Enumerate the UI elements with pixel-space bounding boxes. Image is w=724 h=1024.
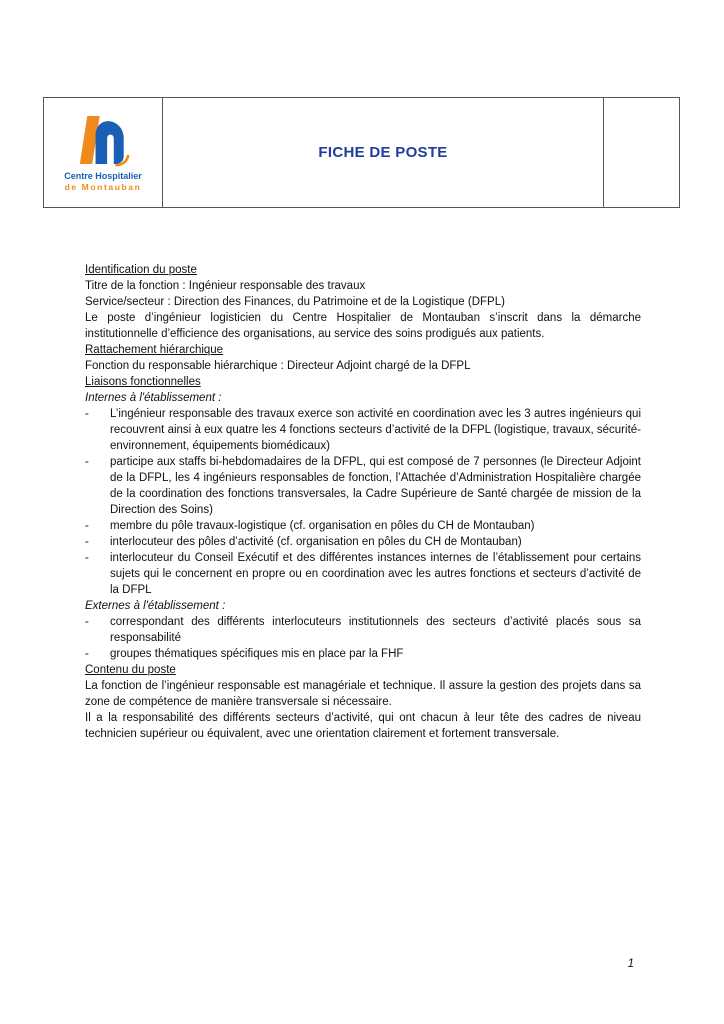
contenu-paragraph-2: Il a la responsabilité des différents secteurs d’activité, qui ont chacun à leur tête des cadres de niveau technicien supérieur ou équivalent, avec une orientation clairement et fortement transversale. — [85, 712, 641, 740]
bullet-text: groupes thématiques spécifiques mis en place par la FHF — [110, 648, 404, 660]
titre-fonction-line: Titre de la fonction : Ingénieur responsable des travaux — [85, 280, 366, 292]
document-title: FICHE DE POSTE — [318, 143, 448, 161]
list-item — [85, 406, 641, 454]
logo-text-line1: Centre Hospitalier — [64, 171, 142, 181]
bullet-marker: - — [85, 536, 89, 548]
header-empty-cell — [604, 98, 679, 207]
bullet-text: interlocuteur des pôles d’activité (cf. organisation en pôles du CH de Montauban) — [110, 536, 522, 548]
responsable-hierarchique-line: Fonction du responsable hiérarchique : Directeur Adjoint chargé de la DFPL — [85, 360, 471, 372]
list-item — [85, 614, 641, 646]
page-number: 1 — [627, 958, 634, 970]
section-heading-contenu: Contenu du poste — [85, 664, 176, 676]
external-bullet-list — [85, 614, 641, 662]
identification-paragraph: Le poste d’ingénieur logisticien du Centre Hospitalier de Montauban s’inscrit dans la démarche institutionnelle d’efficience des organisations, au service des soins prodigués aux patients. — [85, 312, 641, 340]
logo-cell — [44, 98, 163, 207]
document-body — [85, 262, 641, 742]
document-title-cell — [163, 98, 604, 207]
internal-bullet-list — [85, 406, 641, 598]
logo-text-line2: de Montauban — [64, 182, 142, 192]
header-table — [43, 97, 680, 208]
service-secteur-line: Service/secteur : Direction des Finances, du Patrimoine et de la Logistique (DFPL) — [85, 296, 505, 308]
bullet-text: L’ingénieur responsable des travaux exerce son activité en coordination avec les 3 autres ingénieurs qui recouvrent ainsi à eux quatre les 4 fonctions secteurs d’activité de la DFPL (logistique, travaux, sécurité-environnement, équipements biomédicaux) — [110, 408, 641, 452]
list-item — [85, 550, 641, 598]
bullet-marker: - — [85, 520, 89, 532]
bullet-text: interlocuteur du Conseil Exécutif et des différentes instances internes de l’établissement pour certains sujets qui le concernent en propre ou en coordination avec les autres fonctions et secteurs d’activité de la DFPL — [110, 552, 641, 596]
list-item — [85, 518, 641, 534]
subheading-internes: Internes à l'établissement : — [85, 392, 222, 404]
contenu-paragraph-1: La fonction de l’ingénieur responsable est managériale et technique. Il assure la gestion des projets dans sa zone de compétence de manière transversale si nécessaire. — [85, 680, 641, 708]
bullet-text: participe aux staffs bi-hebdomadaires de la DFPL, qui est composé de 7 personnes (le Directeur Adjoint de la DFPL, les 4 ingénieurs responsables de fonction, l’Attachée d’Administration Hospitalière chargée de la coordination des fonctions transversales, la Cadre Supérieure de Santé chargée de mission de la Direction des Soins) — [110, 456, 641, 516]
bullet-text: correspondant des différents interlocuteurs institutionnels des secteurs d’activité placés sous sa responsabilité — [110, 616, 641, 644]
subheading-externes: Externes à l'établissement : — [85, 600, 226, 612]
section-heading-rattachement: Rattachement hiérarchique — [85, 344, 224, 356]
list-item — [85, 534, 641, 550]
bullet-marker: - — [85, 456, 89, 468]
bullet-text: membre du pôle travaux-logistique (cf. organisation en pôles du CH de Montauban) — [110, 520, 535, 532]
bullet-marker: - — [85, 616, 89, 628]
hospital-logo-icon — [74, 112, 132, 168]
list-item — [85, 646, 641, 662]
bullet-marker: - — [85, 648, 89, 660]
bullet-marker: - — [85, 552, 89, 564]
list-item — [85, 454, 641, 518]
section-heading-identification: Identification du poste — [85, 264, 197, 276]
bullet-marker: - — [85, 408, 89, 420]
section-heading-liaisons: Liaisons fonctionnelles — [85, 376, 201, 388]
